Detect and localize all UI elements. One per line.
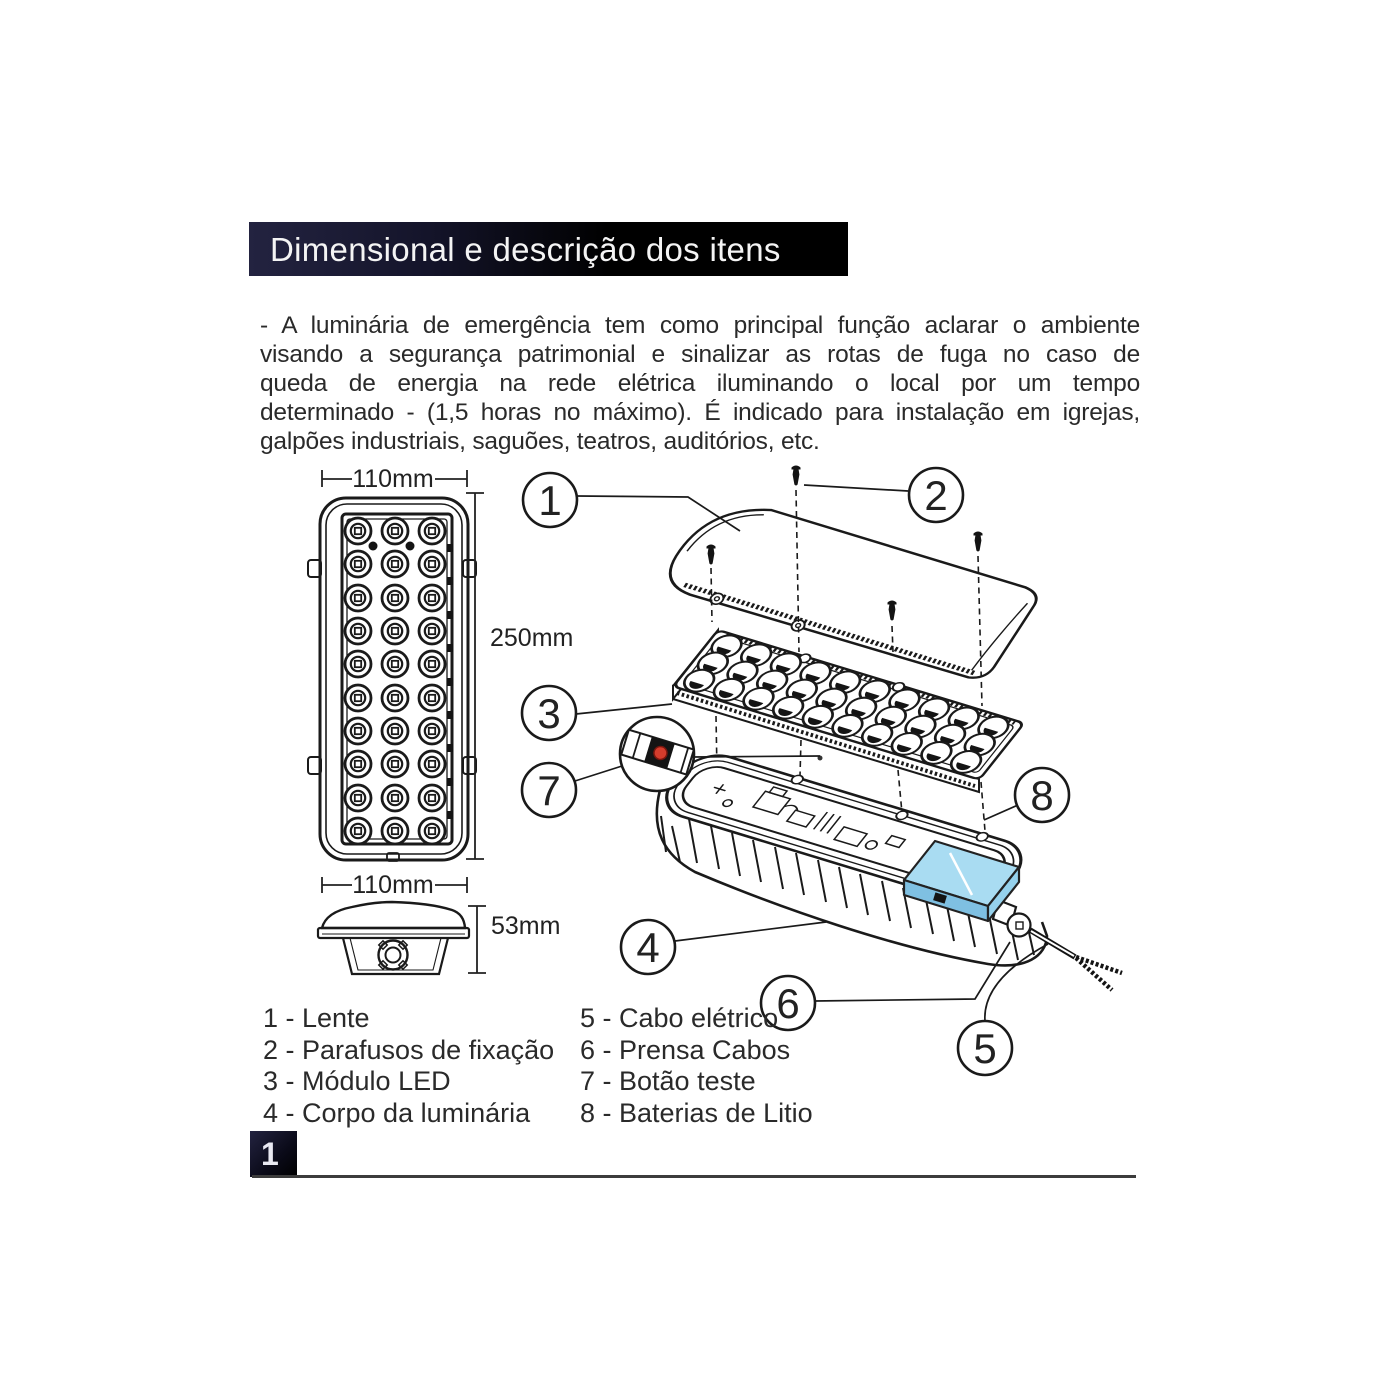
screw-icon [792,466,801,486]
callout-7 [522,763,576,817]
svg-text:2: 2 [924,472,948,519]
footer-rule [252,1175,1136,1178]
legend-item: 3 - Módulo LED [263,1066,451,1096]
indicator-dot [369,542,378,551]
svg-text:8: 8 [1030,772,1054,819]
callout-5 [958,1021,1012,1075]
exploded-view [522,466,1122,1076]
legend-item: 5 - Cabo elétrico [580,1003,779,1033]
svg-text:4: 4 [636,924,660,971]
callout-1 [523,473,577,527]
page-number: 1 [261,1136,279,1172]
dim-front-width-top: 110mm [352,465,434,493]
description-line: visando a segurança patrimonial e sinalizar as rotas de fuga no caso de [260,341,1140,368]
indicator-dot [406,542,415,551]
description-line: - A luminária de emergência tem como principal função aclarar o ambiente [260,312,1140,339]
cable-gland-bottom [379,941,408,970]
callout-8 [1015,768,1069,822]
page-number-box [250,1131,297,1177]
callout-3 [522,686,576,740]
side-view [318,902,469,974]
section-title: Dimensional e descrição dos itens [270,231,781,268]
legend-item: 8 - Baterias de Litio [580,1097,813,1128]
svg-text:1: 1 [538,477,562,524]
svg-text:6: 6 [776,980,800,1027]
description-line: galpões industriais, saguões, teatros, auditórios, etc. [260,428,820,455]
legend-left-column [263,1003,580,1129]
callout-4 [621,920,675,974]
dim-front-width-bottom: 110mm [352,871,434,899]
legend-item: 6 - Prensa Cabos [580,1034,791,1065]
front-view [308,498,476,861]
legend-item: 7 - Botão teste [580,1066,756,1096]
parts-legend [263,1003,813,1129]
callout-2 [909,468,963,522]
legend-item: 1 - Lente [263,1003,370,1033]
svg-text:7: 7 [537,767,561,814]
legend-item: 4 - Corpo da luminária [263,1097,531,1128]
dim-front-height: 250mm [490,624,574,652]
svg-text:5: 5 [973,1025,997,1072]
screw-icon [974,532,983,552]
led-grid [345,518,445,844]
legend-item: 2 - Parafusos de fixação [263,1034,555,1065]
electric-cable [1030,930,1122,990]
legend-right-column [580,1003,813,1129]
description-line: queda de energia na rede elétrica iluminando o local por um tempo [260,370,1140,397]
description-line: determinado - (1,5 horas no máximo). É indicado para instalação em igrejas, [260,399,1140,426]
svg-text:3: 3 [537,690,561,737]
dim-side-height: 53mm [491,912,561,940]
